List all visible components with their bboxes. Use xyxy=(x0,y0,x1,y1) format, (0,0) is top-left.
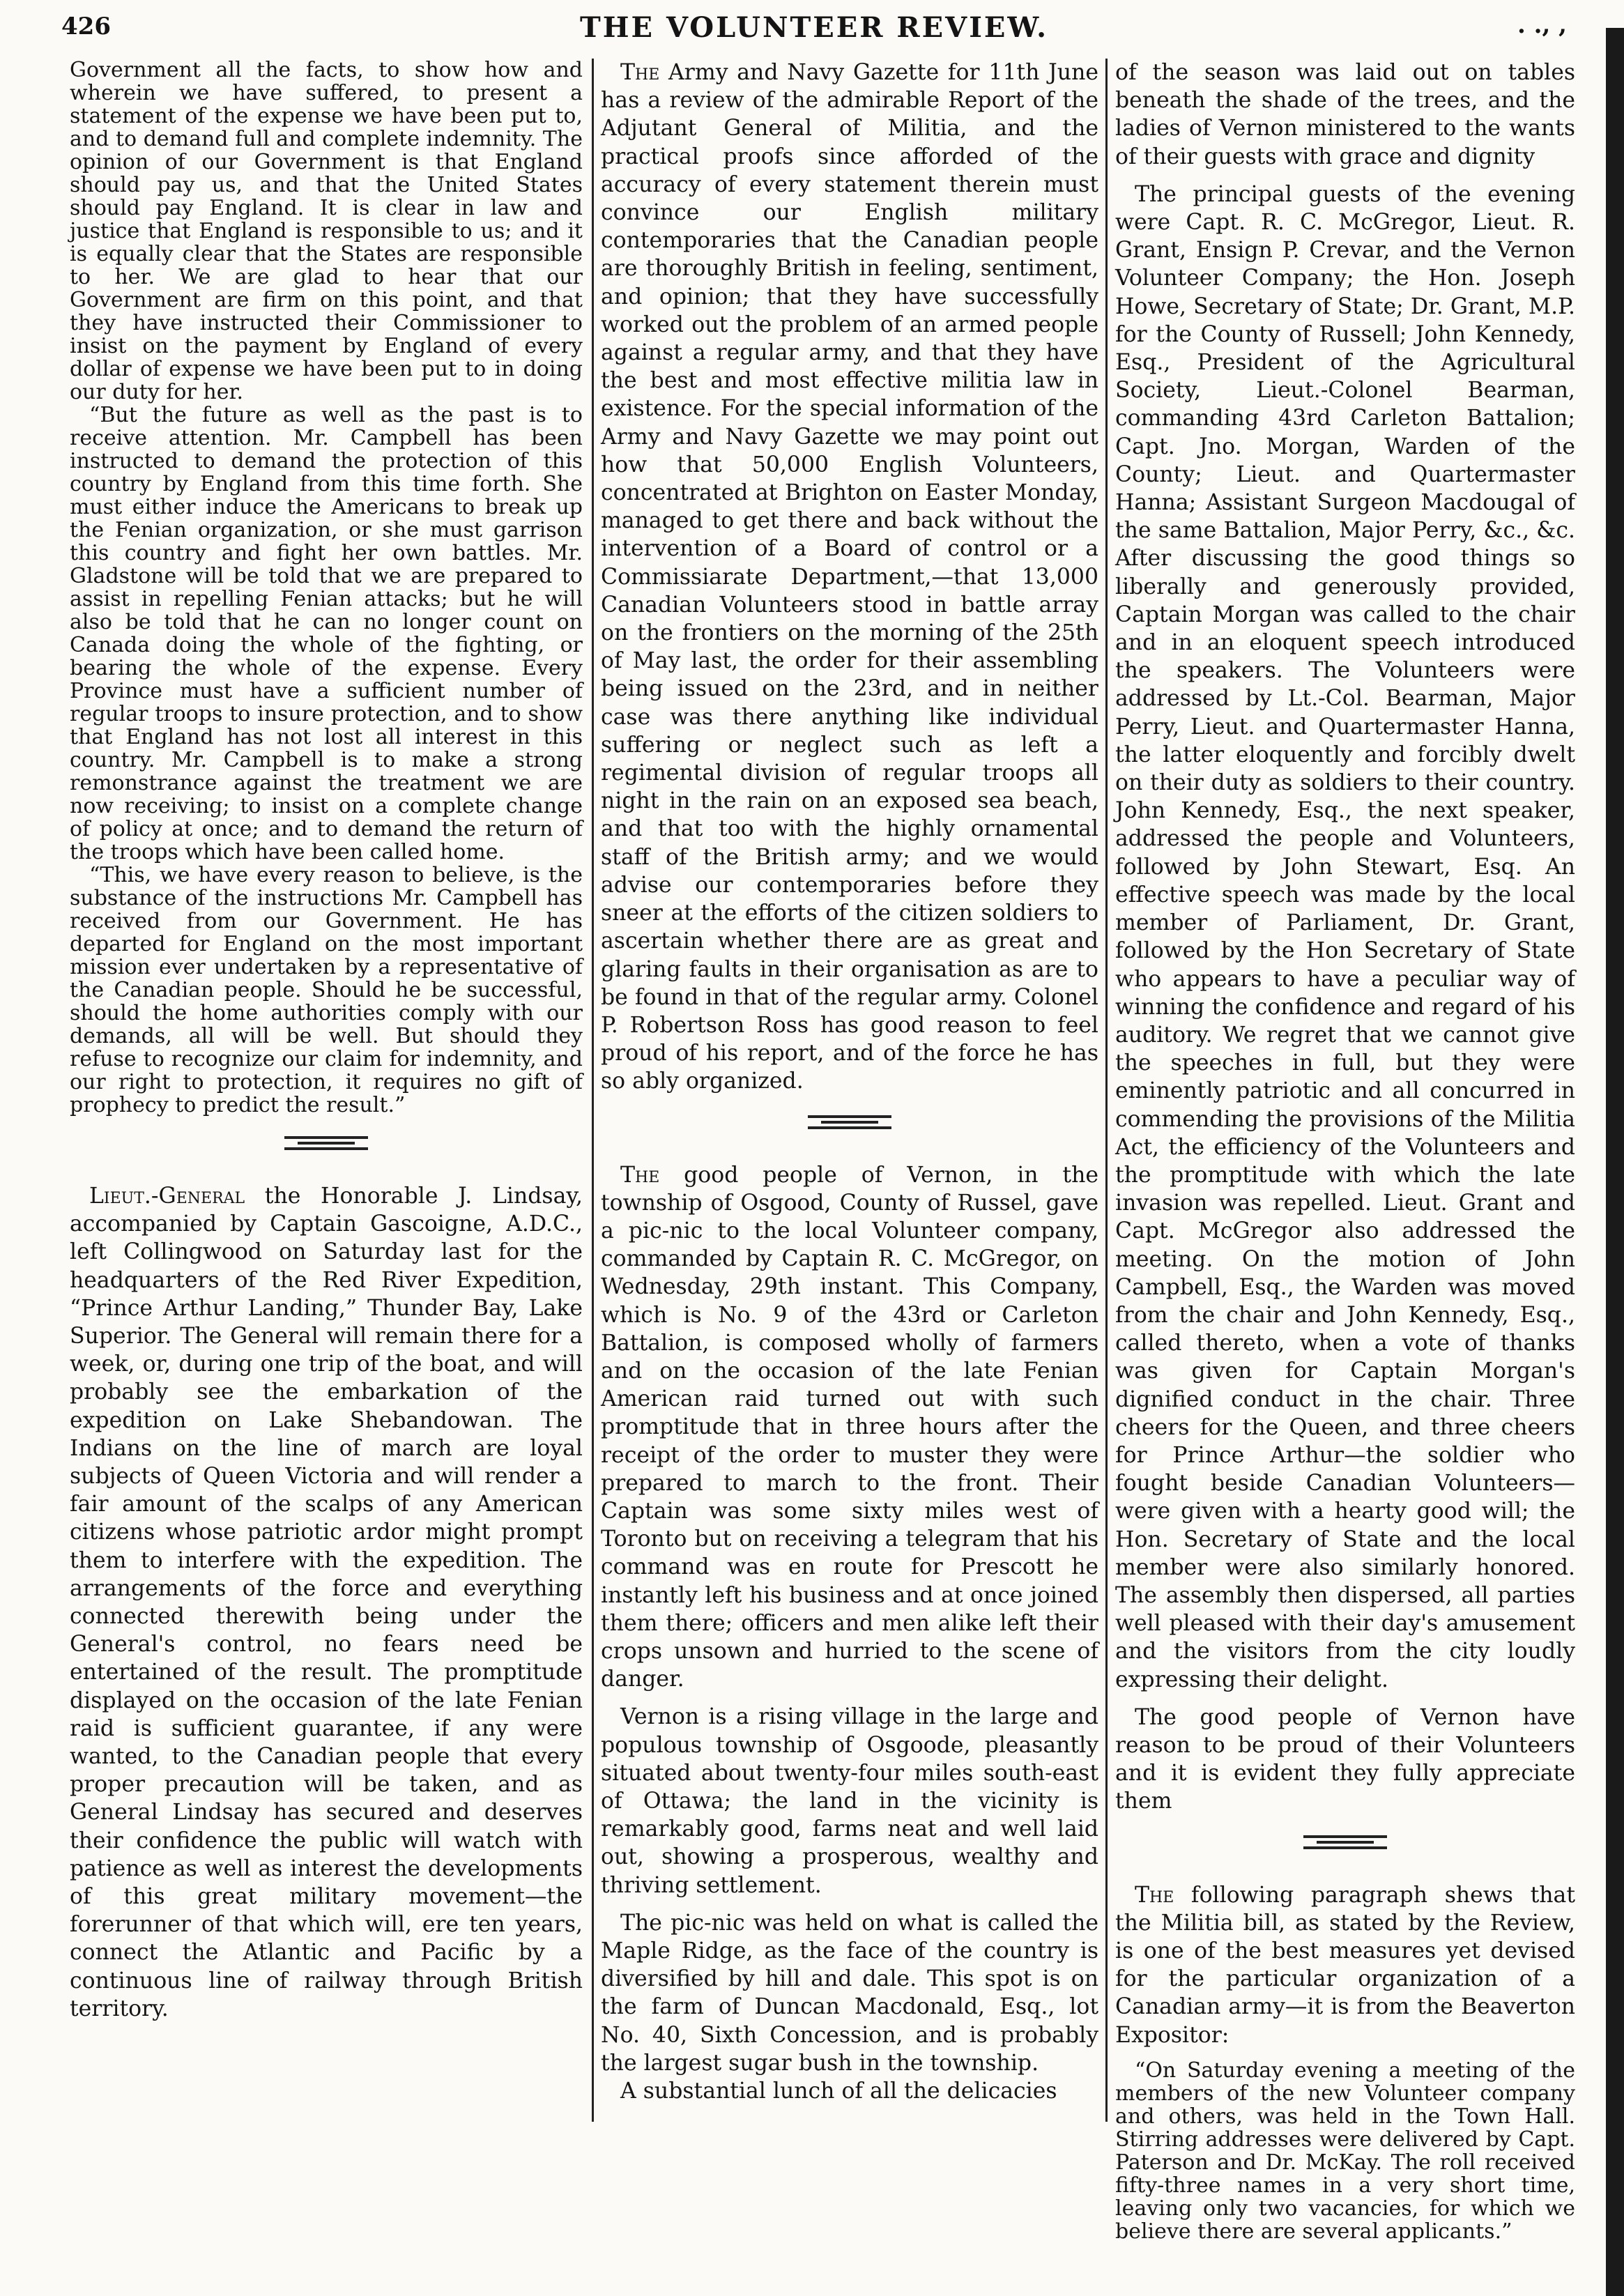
column-rule-2 xyxy=(1105,59,1108,2122)
paragraph-text: “But the future as well as the past is to receive attention. Mr. Campbell has been instructed to demand the protection of this country by England from this time forth. She must either induce the Americans to break up the Fenian organization, or she must garrison this country and fight her own battles. Mr. Gladstone will be told that we are prepared to assist in repelling Fenian attacks; but he will also be told that he can no longer count on Canada doing the whole of the fighting, or bearing the whole of the expense. Every Province must have a sufficient number of regular troops to insure protection, and to show that England has not lost all interest in this country. Mr. Campbell is to make a strong remonstrance against the treatment we are now receiving; to insist on a complete change of policy at once; and to demand the return of the troops which have been called home. xyxy=(70,403,583,864)
page-edge-shadow xyxy=(1606,28,1624,2296)
paragraph-text: “This, we have every reason to believe, is the substance of the instructions Mr. Campbell has received from our Government. He has departed for England on the most important mission ever undertaken by a representative of the Canadian people. Should he be successful, should the home authorities comply with our demands, all will be well. But should they refuse to recognize our claim for indemnity, and our right to protection, it requires no gift of prophecy to predict the result.” xyxy=(70,863,583,1117)
paragraph-text: of the season was laid out on tables beneath the shade of the trees, and the ladies of Vernon ministered to the wants of their guests with grace and dignity xyxy=(1115,60,1575,169)
article-paragraph xyxy=(70,404,583,864)
running-title: THE VOLUNTEER REVIEW. xyxy=(579,11,1049,44)
column-rule-1 xyxy=(592,59,594,2122)
lead-in-text: The xyxy=(1135,1882,1174,1908)
paragraph-text: The principal guests of the evening were Capt. R. C. McGregor, Lieut. R. Grant, Ensign P. Crevar, and the Vernon Volunteer Company; the Hon. Joseph Howe, Secretary of State; Dr. Grant, M.P. for the County of Russell; John Kennedy, Esq., President of the Agricultural Society, Lieut.-Colonel Bearman, commanding 43rd Carleton Battalion; Capt. Jno. Morgan, Warden of the County; Lieut. and Quartermaster Hanna; Assistant Surgeon Macdougal of the same Battalion, Major Perry, &c., &c. After discussing the good things so liberally and generously provided, Captain Morgan was called to the chair and in an eloquent speech introduced the speakers. The Volunteers were addressed by Lt.-Col. Bearman, Major Perry, Lieut. and Quartermaster Hanna, the latter eloquently and forcibly dwelt on their duty as soldiers to their country. John Kennedy, Esq., the next speaker, addressed the people and Volunteers, followed by John Stewart, Esq. An effective speech was made by the local member of Parliament, Dr. Grant, followed by the Hon Secretary of State who appears to have a peculiar way of winning the confidence and regard of his auditory. We regret that we cannot give the speeches in full, but they were eminently patriotic and all concurred in commending the provisions of the Militia Act, the efficiency of the Volunteers and the promptitude with which the late invasion was repelled. Lieut. Grant and Capt. McGregor also addressed the meeting. On the motion of John Campbell, Esq., the Warden was moved from the chair and John Kennedy, Esq., called thereto, when a vote of thanks was given for Captain Morgan's dignified conduct in the chair. Three cheers for the Queen, and three cheers for Prince Arthur—the soldier who fought beside Canadian Volunteers—were given with a hearty good will; the Hon. Secretary of State and the local member were also similarly honored. The assembly then dispersed, all parties well pleased with their day's amusement and the visitors from the city loudly expressing their delight. xyxy=(1115,181,1575,1692)
article-paragraph xyxy=(70,864,583,1117)
page-number: 426 xyxy=(61,13,111,40)
paragraph-text: Government all the facts, to show how and wherein we have suffered, to present a statement of the expense we have been put to, and to demand full and complete indemnity. The opinion of our Government is that England should pay us, and that the United States should pay England. It is clear in law and justice that England is responsible to us; and it is equally clear that the States are responsible to her. We are glad to hear that our Government are firm on this point, and that they have instructed their Commissioner to insist on the payment by England of every dollar of expense we have been put to in doing our duty for her. xyxy=(70,58,583,404)
column-2 xyxy=(601,59,1098,2105)
article-paragraph xyxy=(601,1703,1098,1899)
lead-in-text: The xyxy=(620,60,660,85)
article-paragraph xyxy=(1115,2059,1575,2243)
paragraph-text: following paragraph shews that the Militia bill, as stated by the Review, is one of the best measures yet devised for the particular organization of a Canadian army—it is from the Beaverton Expositor: xyxy=(1115,1882,1575,2048)
paragraph-text: good people of Vernon, in the township of Osgood, County of Russel, gave a pic-nic to the local Volunteer company, commanded by Captain R. C. McGregor, on Wednesday, 29th instant. This Company, which is No. 9 of the 43rd or Carleton Battalion, is composed wholly of farmers and on the occasion of the late Fenian American raid turned out with such promptitude that in three hours after the receipt of the order to muster they were prepared to march to the front. Their Captain was some sixty miles west of Toronto but on receiving a telegram that his command was en route for Prescott he instantly left his business and at once joined them there; officers and men alike left their crops unsown and hurried to the scene of danger. xyxy=(601,1162,1098,1692)
header-corner-mark: . ., , xyxy=(1517,11,1567,39)
article-paragraph xyxy=(601,1909,1098,2077)
column-1 xyxy=(70,59,583,2023)
section-separator xyxy=(601,1111,1098,1133)
lead-in-text: The xyxy=(620,1162,660,1188)
paragraph-text: Vernon is a rising village in the large and populous township of Osgoode, pleasantly situated about twenty-four miles south-east of Ottawa; the land in the vicinity is remarkably good, farms neat and well laid out, showing a prosperous, wealthy and thriving settlement. xyxy=(601,1704,1098,1898)
article-paragraph xyxy=(601,1161,1098,1694)
article-paragraph xyxy=(1115,59,1575,171)
paragraph-text: Army and Navy Gazette for 11th June has a review of the admirable Report of the Adjutant General of Militia, and the practical proofs since afforded of the accuracy of every statement therein must convince our English military contemporaries that the Canadian people are thoroughly British in feeling, sentiment, and opinion; that they have successfully worked out the problem of an armed people against a regular army, and that they have the best and most effective militia law in existence. For the special information of the Army and Navy Gazette we may point out how that 50,000 English Volunteers, concentrated at Brighton on Easter Monday, managed to get there and back without the intervention of a Board of control or a Commissiarate Department,—that 13,000 Canadian Volunteers stood in battle array on the frontiers on the morning of the 25th of May last, the order for their assembling being issued on the 23rd, and in neither case was there anything like individual suffering or neglect such as left a regimental division of regular troops all night in the rain on an exposed sea beach, and that too with the highly ornamental staff of the British army; and we would advise our contemporaries before they sneer at the efforts of the citizen soldiers to ascertain whether there are as great and glaring faults in their organisation as are to be found in that of the regular army. Colonel P. Robertson Ross has good reason to feel proud of his report, and of the force he has so ably organized. xyxy=(601,60,1098,1094)
article-paragraph xyxy=(601,59,1098,1096)
paragraph-text: A substantial lunch of all the delicacies xyxy=(620,2079,1057,2104)
page-header xyxy=(61,10,1567,49)
article-paragraph xyxy=(70,59,583,404)
column-3 xyxy=(1115,59,1575,2243)
article-paragraph xyxy=(70,1182,583,2023)
article-paragraph xyxy=(1115,1881,1575,2049)
article-paragraph xyxy=(1115,181,1575,1694)
article-paragraph xyxy=(1115,1704,1575,1816)
section-separator xyxy=(70,1132,583,1154)
section-separator xyxy=(1115,1831,1575,1853)
paragraph-text: the Honorable J. Lindsay, accompanied by Captain Gascoigne, A.D.C., left Collingwood on Saturday last for the headquarters of the Red River Expedition, “Prince Arthur Landing,” Thunder Bay, Lake Superior. The General will remain there for a week, or, during one trip of the boat, and will probably see the embarkation of the expedition on Lake Shebandowan. The Indians on the line of march are loyal subjects of Queen Victoria and will render a fair amount of the scalps of any American citizens whose patriotic ardor might prompt them to interfere with the expedition. The arrangements of the force and everything connected therewith being under the General's control, no fears need be entertained of the result. The promptitude displayed on the occasion of the late Fenian raid is sufficient guarantee, if any were wanted, to the Canadian people that every proper precaution will be taken, and as General Lindsay has secured and deserves their confidence the public will watch with patience as well as interest the developments of this great military movement—the forerunner of that which will, ere ten years, connect the Atlantic and Pacific by a continuous line of railway through British territory. xyxy=(70,1184,583,2021)
lead-in-text: Lieut.-General xyxy=(89,1184,245,1209)
paragraph-text: The pic-nic was held on what is called the Maple Ridge, as the face of the country is diversified by hill and dale. This spot is on the farm of Duncan Macdonald, Esq., lot No. 40, Sixth Concession, and is probably the largest sugar bush in the township. xyxy=(601,1910,1098,2076)
article-paragraph xyxy=(601,2077,1098,2105)
paragraph-text: “On Saturday evening a meeting of the members of the new Volunteer company and others, was held in the Town Hall. Stirring addresses were delivered by Capt. Paterson and Dr. McKay. The roll received fifty-three names in a very short time, leaving only two vacancies, for which we believe there are several applicants.” xyxy=(1115,2058,1575,2244)
paragraph-text: The good people of Vernon have reason to be proud of their Volunteers and it is evident they fully appreciate them xyxy=(1115,1704,1575,1814)
